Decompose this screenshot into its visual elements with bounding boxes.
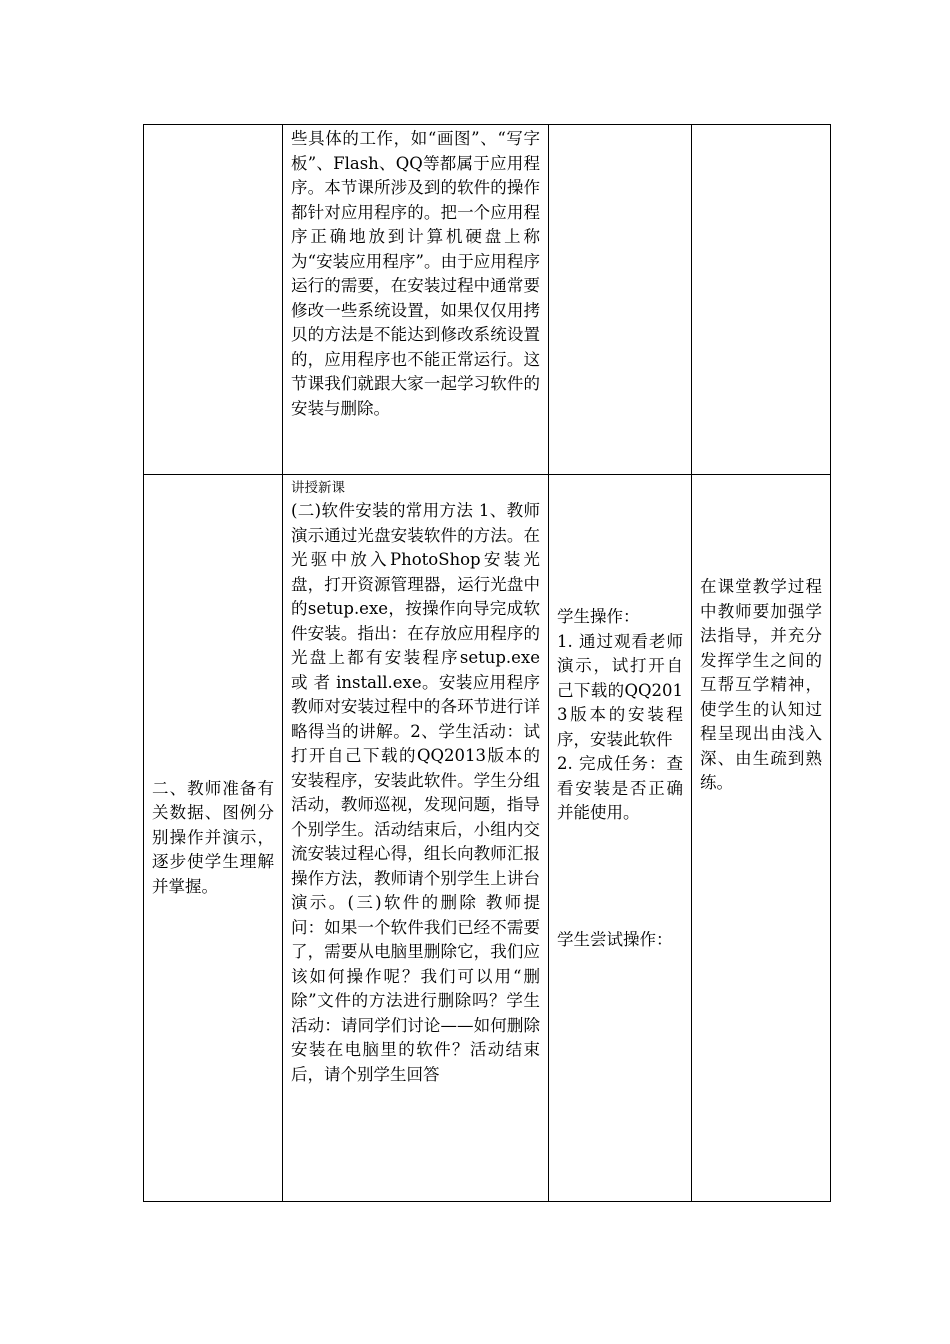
table-row (144, 475, 831, 1202)
row1-content-cell: 些具体的工作，如“画图”、“写字板”、Flash、QQ等都属于应用程序。本节课所涉及到的软件的操作都针对应用程序的。把一个应用程序正确地放到计算机硬盘上称为“安装应用程序”。由于应用程序运行的需要，在安装过程中通常要修改一些系统设置，如果仅仅用拷贝的方法是不能达到修改系统设置的，应用程序也不能正常运行。这节课我们就跟大家一起学习软件的安装与删除。 (283, 125, 549, 475)
row2-student-cell (549, 475, 692, 1202)
row1-student-cell (549, 125, 692, 475)
row2-intent-cell (692, 475, 831, 1202)
table-row (144, 125, 831, 475)
row2-content-cell (283, 475, 549, 1202)
student-task-1: 1. 通过观看老师演示，试打开自己下载的QQ2013版本的安装程序，安装此软件 (557, 631, 683, 749)
teaching-content: (二)软件安装的常用方法 1、教师演示通过光盘安装软件的方法。在光驱中放入PhotoShop安装光盘，打开资源管理器，运行光盘中的setup.exe，按操作向导完成软件安装。指出：在存放应用程序的光盘上都有安装程序setup.exe 或 者 install.exe。安装应用程序教师对安装过程中的各环节进行详略得当的讲解。2、学生活动：试打开自己下载的QQ2013版本的安装程序，安装此软件。学生分组活动，教师巡视，发现问题，指导个别学生。活动结束后，小组内交流安装过程心得，组长向教师汇报操作方法，教师请个别学生上讲台演示。(三)软件的删除 教师提问：如果一个软件我们已经不需要了，需要从电脑里删除它，我们应该如何操作呢？我们可以用“删除”文件的方法进行删除吗？学生活动：请同学们讨论——如何删除安装在电脑里的软件？活动结束后，请个别学生回答 (291, 501, 540, 1084)
student-try-label: 学生尝试操作： (557, 929, 673, 949)
row1-step-cell (144, 125, 283, 475)
design-intent-text: 在课堂教学过程中教师要加强学法指导，并充分发挥学生之间的互帮互学精神，使学生的认知过程呈现出由浅入深、由生疏到熟练。 (700, 577, 822, 792)
row1-intent-cell (692, 125, 831, 475)
student-task-2: 2. 完成任务：查看安装是否正确并能使用。 (557, 754, 683, 822)
row2-step-cell: 二、教师准备有关数据、图例分别操作并演示，逐步使学生理解并掌握。 (144, 475, 283, 1202)
student-operation-label: 学生操作： (557, 607, 640, 626)
lesson-plan-table (143, 124, 831, 1202)
section-heading: 讲授新课 (291, 480, 345, 496)
